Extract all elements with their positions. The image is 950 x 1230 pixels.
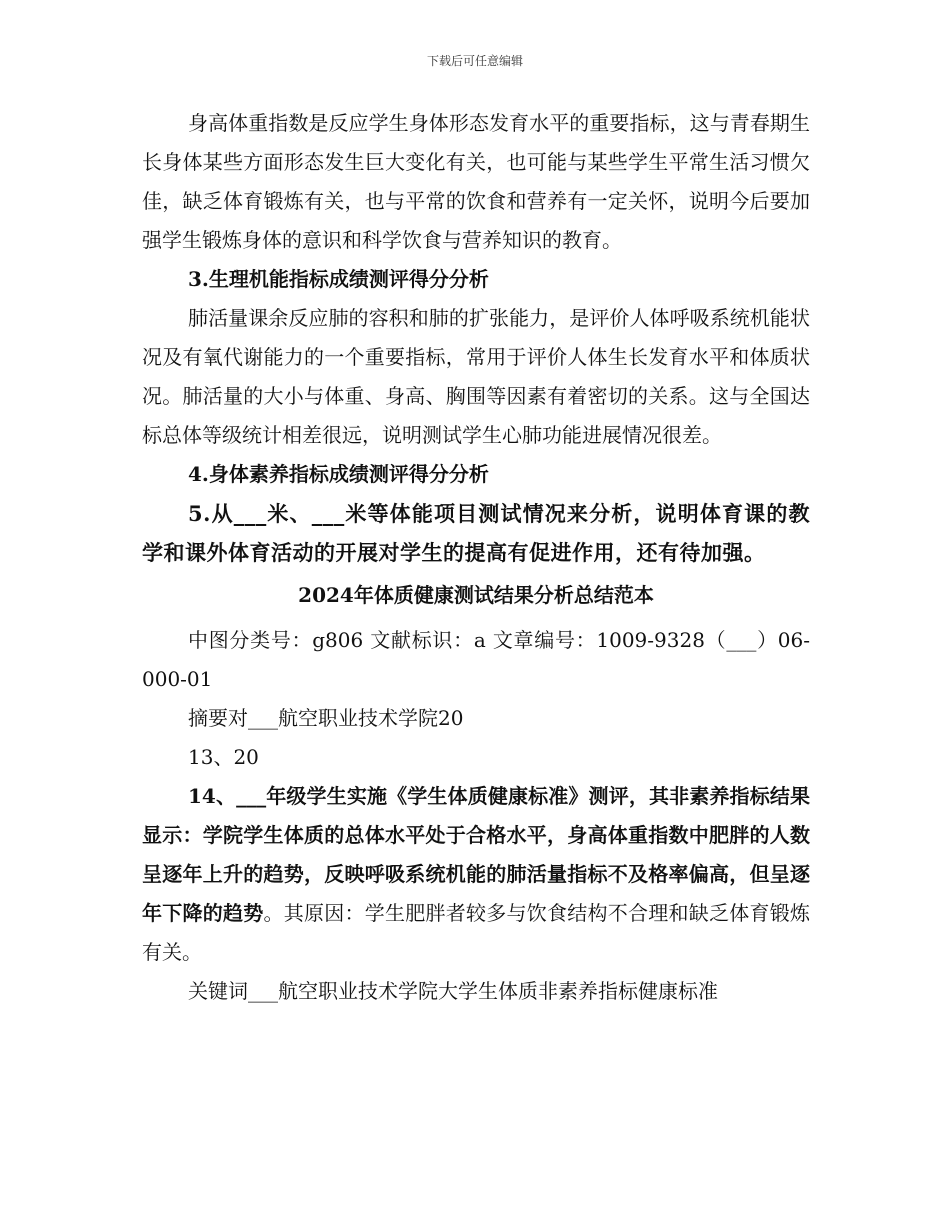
document-body <box>142 104 810 1011</box>
abstract-start: 摘要对___航空职业技术学院20 <box>188 706 464 730</box>
abstract-rest-text: 。其原因：学生肥胖者较多与饮食结构不合理和缺乏体育锻炼有关。 <box>142 901 810 964</box>
document-title: 2024年体质健康测试结果分析总结范本 <box>298 583 654 607</box>
keywords-line: 关键词___航空职业技术学院大学生体质非素养指标健康标准 <box>188 979 718 1003</box>
paragraph-body-index: 身高体重指数是反应学生身体形态发育水平的重要指标，这与青春期生长身体某些方面形态发生巨大变化有关，也可能与某些学生平常生活习惯欠佳，缺乏体育锻炼有关，也与平常的饮食和营养有一定关怀，说明今后要加强学生锻炼身体的意识和科学饮食与营养知识的教育。 <box>142 111 810 252</box>
page-header: 下载后可任意编辑 <box>426 54 523 68</box>
classification-line: 中图分类号：g806 文献标识：a 文章编号：1009-9328（___）06-000-01 <box>142 628 810 691</box>
paragraph-abstract <box>142 777 810 972</box>
section-heading-4: 4.身体素养指标成绩测评得分分析 <box>188 462 489 486</box>
section-heading-5: 5.从___米、___米等体能项目测试情况来分析，说明体育课的教学和课外体育活动的开展对学生的提高有促进作用，还有待加强。 <box>142 501 810 565</box>
paragraph-lung-capacity: 肺活量课余反应肺的容积和肺的扩张能力，是评价人体呼吸系统机能状况及有氧代谢能力的一个重要指标，常用于评价人体生长发育水平和体质状况。肺活量的大小与体重、身高、胸围等因素有着密切的关系。这与全国达标总体等级统计相差很远，说明测试学生心肺功能进展情况很差。 <box>142 306 810 447</box>
section-heading-3: 3.生理机能指标成绩测评得分分析 <box>188 267 489 291</box>
years-line: 13、20 <box>188 745 259 769</box>
abstract-bold-text: 14、___年级学生实施《学生体质健康标准》测评，其非素养指标结果显示：学院学生体质的总体水平处于合格水平，身高体重指数中肥胖的人数呈逐年上升的趋势，反映呼吸系统机能的肺活量指标不及格率偏高，但呈逐年下降的趋势 <box>142 784 810 925</box>
